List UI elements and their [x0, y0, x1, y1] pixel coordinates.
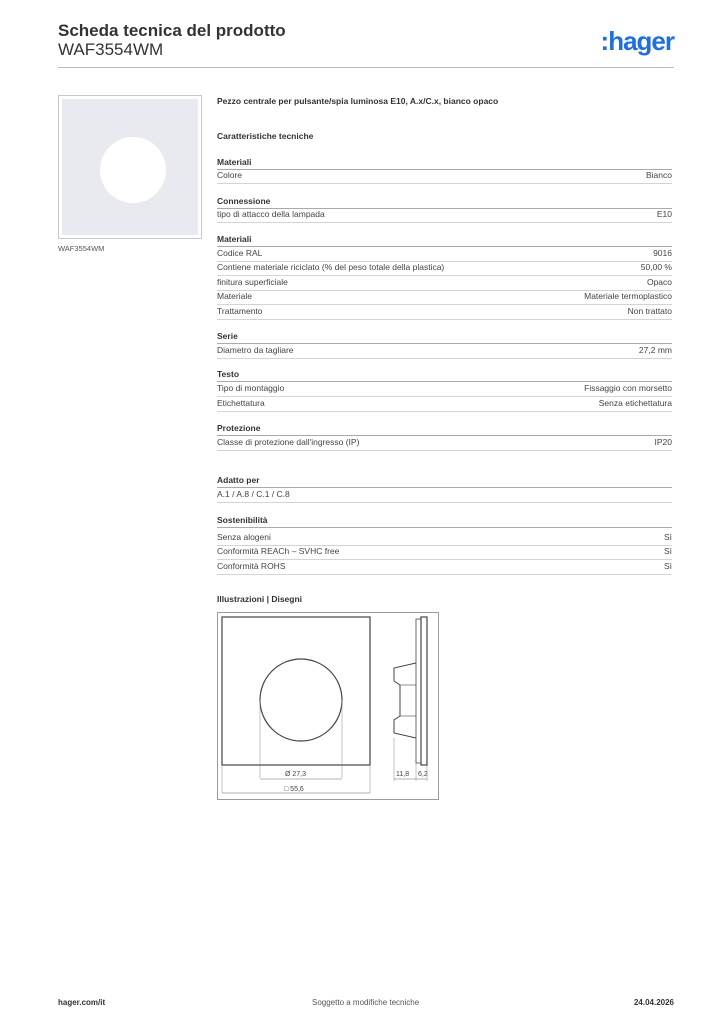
product-code: WAF3554WM [58, 40, 164, 59]
section-materiali-2: Materiali [217, 234, 672, 247]
spec-label: Materiale [217, 291, 252, 301]
section-protezione: Protezione [217, 423, 672, 436]
spec-row-reach [217, 546, 672, 560]
spec-label: Colore [217, 170, 243, 180]
spec-row-colore [217, 170, 672, 184]
product-description: Pezzo centrale per pulsante/spia luminosa E10, A.x/C.x, bianco opaco [217, 96, 499, 106]
technical-drawing [217, 612, 439, 800]
spec-row-ral [217, 248, 672, 262]
spec-row-finitura [217, 277, 672, 291]
dim-depth-label: 11,8 [396, 771, 410, 778]
spec-row-rohs [217, 561, 672, 575]
spec-value: Sì [663, 546, 672, 556]
side-view-rim [416, 619, 421, 763]
spec-label: Senza alogeni [217, 532, 271, 542]
section-adatto-per: Adatto per [217, 475, 672, 488]
spec-value: Sì [663, 532, 672, 542]
footer-date: 24.04.2026 [633, 998, 674, 1007]
technical-drawing-svg [218, 613, 438, 799]
spec-row-ip [217, 437, 672, 451]
spec-value: Senza etichettatura [598, 398, 672, 408]
dim-frame-label: □ 55,6 [284, 786, 304, 793]
side-view-plate [421, 617, 427, 765]
drawings-title: Illustrazioni | Disegni [217, 594, 303, 604]
product-plate [62, 99, 198, 235]
dim-hole-label: Ø 27,3 [285, 771, 307, 778]
spec-row-materiale [217, 291, 672, 305]
spec-label: tipo di attacco della lampada [217, 209, 325, 219]
spec-row-diametro [217, 345, 672, 359]
front-view-frame [222, 617, 370, 765]
footer-website-link[interactable]: hager.com/it [58, 998, 106, 1007]
spec-label: Codice RAL [217, 248, 263, 258]
spec-value: Fissaggio con morsetto [584, 383, 672, 393]
spec-row-montaggio [217, 383, 672, 397]
spec-value: Opaco [646, 277, 672, 287]
spec-label: A.1 / A.8 / C.1 / C.8 [217, 489, 290, 499]
front-view-hole [260, 659, 342, 741]
section-sostenibilita: Sostenibilità [217, 515, 672, 528]
spec-label: finitura superficiale [217, 277, 288, 287]
spec-value: 9016 [653, 248, 672, 258]
spec-row-riciclato [217, 262, 672, 276]
spec-row-alogeni [217, 532, 672, 546]
spec-label: Diametro da tagliare [217, 345, 294, 355]
section-serie: Serie [217, 331, 672, 344]
spec-value: IP20 [654, 437, 672, 447]
spec-row-trattamento [217, 306, 672, 320]
product-image-label: WAF3554WM [58, 244, 105, 253]
side-view-body [394, 663, 416, 738]
hager-logo[interactable]: :hager [600, 26, 674, 56]
footer-note: Soggetto a modifiche tecniche [312, 998, 420, 1007]
spec-value: Non trattato [627, 306, 672, 316]
spec-label: Tipo di montaggio [217, 383, 285, 393]
product-image [58, 95, 202, 239]
dim-thickness-label: 6,2 [418, 771, 428, 778]
spec-label: Contiene materiale riciclato (% del peso totale della plastica) [217, 262, 445, 272]
product-hole [100, 137, 166, 203]
spec-value: E10 [656, 209, 672, 219]
spec-value: Bianco [646, 170, 672, 180]
spec-label: Conformità REACh – SVHC free [217, 546, 340, 556]
spec-value: 50,00 % [640, 262, 672, 272]
spec-value: 27,2 mm [638, 345, 672, 355]
header-divider [58, 67, 674, 68]
spec-row-adatto [217, 489, 672, 503]
spec-label: Trattamento [217, 306, 263, 316]
spec-label: Etichettatura [217, 398, 265, 408]
section-connessione: Connessione [217, 196, 672, 209]
specs-title: Caratteristiche tecniche [217, 131, 314, 141]
spec-row-attacco [217, 209, 672, 223]
spec-row-etichettatura [217, 398, 672, 412]
section-testo: Testo [217, 369, 672, 382]
spec-value: Materiale termoplastico [584, 291, 672, 301]
spec-label: Conformità ROHS [217, 561, 286, 571]
page-title: Scheda tecnica del prodotto [58, 21, 286, 40]
spec-label: Classe di protezione dall'ingresso (IP) [217, 437, 360, 447]
spec-value: Sì [663, 561, 672, 571]
section-materiali-1: Materiali [217, 157, 672, 170]
